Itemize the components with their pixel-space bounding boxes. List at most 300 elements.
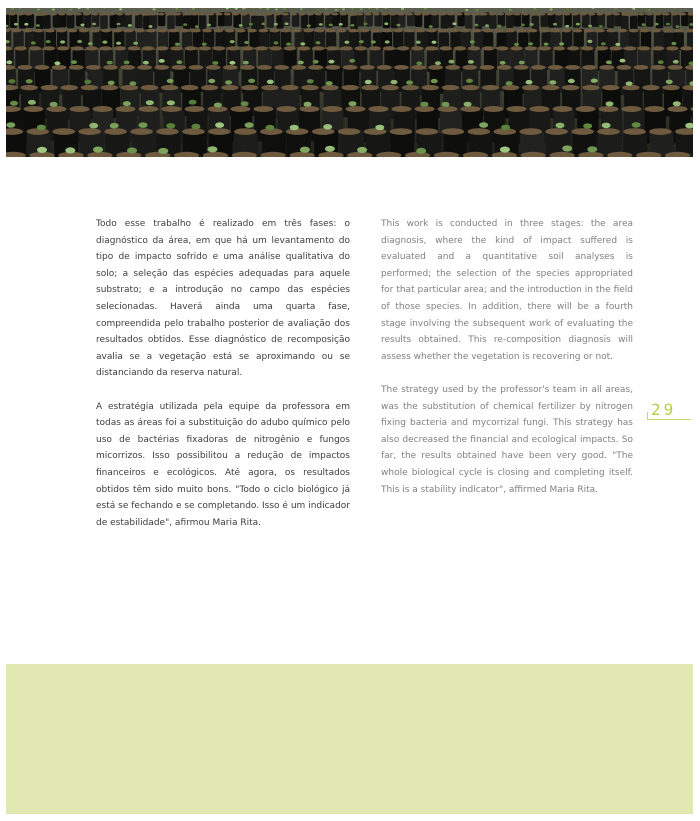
seedling-leaf <box>167 100 175 105</box>
seedling-leaf <box>176 60 182 64</box>
seedling-leaf <box>666 23 670 26</box>
soil-top <box>284 46 296 50</box>
seedling-leaf <box>351 24 355 27</box>
seedling-leaf <box>606 60 612 64</box>
seedling-leaf <box>6 60 12 64</box>
soil-top <box>599 65 614 70</box>
seedling-leaf <box>632 122 641 128</box>
soil-top <box>338 128 361 135</box>
soil-top <box>369 106 389 112</box>
seedling-leaf <box>37 125 46 131</box>
seedling-bag <box>361 30 371 48</box>
seedling-leaf <box>421 102 429 107</box>
soil-top <box>201 85 218 90</box>
soil-top <box>340 46 352 50</box>
soil-top <box>240 13 247 16</box>
soil-top <box>161 85 178 90</box>
soil-top <box>565 65 580 70</box>
soil-top <box>185 46 197 50</box>
soil-top <box>613 13 620 16</box>
seedling-leaf <box>285 22 289 25</box>
seedling-leaf <box>509 9 512 11</box>
seedling-leaf <box>615 43 620 46</box>
soil-top <box>241 85 258 90</box>
seedling-leaf <box>37 147 47 153</box>
seedling-leaf <box>117 23 121 26</box>
soil-top <box>480 65 495 70</box>
soil-top <box>548 65 563 70</box>
seedling-leaf <box>195 25 199 28</box>
soil-top <box>213 46 225 50</box>
seedling-leaf <box>673 60 679 64</box>
seedling-leaf <box>71 60 77 64</box>
soil-top <box>502 85 519 90</box>
soil-top <box>57 46 69 50</box>
soil-top <box>56 29 66 33</box>
seedling-bag <box>339 30 349 48</box>
soil-top <box>638 13 645 16</box>
seedling-leaf <box>506 81 513 85</box>
soil-top <box>571 128 594 135</box>
seedling-bag <box>6 30 11 48</box>
seedling-leaf <box>274 23 278 26</box>
soil-top <box>346 106 366 112</box>
soil-top <box>563 13 570 16</box>
soil-top <box>120 65 135 70</box>
seedling-leaf <box>158 148 168 154</box>
soil-top <box>170 46 182 50</box>
seedling-leaf <box>319 23 323 26</box>
soil-top <box>596 13 603 16</box>
seedling-leaf <box>119 8 122 10</box>
seedling-leaf <box>658 60 664 64</box>
soil-top <box>124 13 131 16</box>
soil-top <box>181 85 198 90</box>
soil-top <box>348 29 358 33</box>
soil-top <box>359 29 369 33</box>
seedling-leaf <box>342 8 345 10</box>
seedling-leaf <box>465 9 468 11</box>
soil-top <box>652 46 664 50</box>
seedling-leaf <box>139 122 148 128</box>
seedling-bag <box>506 14 514 28</box>
seedling-leaf <box>357 147 367 153</box>
soil-top <box>679 13 686 16</box>
soil-top <box>157 29 167 33</box>
soil-top <box>528 29 538 33</box>
seedling-leaf <box>248 79 255 83</box>
soil-top <box>108 13 115 16</box>
soil-top <box>605 13 612 16</box>
soil-top <box>629 29 639 33</box>
soil-top <box>668 106 688 112</box>
seedling-leaf <box>88 42 93 45</box>
seedling-leaf <box>549 80 556 84</box>
soil-top <box>397 46 409 50</box>
seedling-leaf <box>28 100 36 105</box>
soil-top <box>300 106 320 112</box>
soil-top <box>460 29 470 33</box>
seedling-leaf <box>26 79 33 83</box>
soil-top <box>562 85 579 90</box>
soil-top <box>494 29 504 33</box>
seedling-leaf <box>360 8 363 10</box>
soil-top <box>312 128 335 135</box>
seedling-leaf <box>666 80 673 84</box>
seedling-leaf <box>647 9 650 11</box>
soil-top <box>415 106 435 112</box>
soil-top <box>52 65 67 70</box>
seedling-leaf <box>365 80 372 84</box>
seedling-leaf <box>375 8 378 10</box>
seedling-leaf <box>498 25 502 28</box>
soil-top <box>236 29 246 33</box>
soil-top <box>371 29 381 33</box>
seedling-leaf <box>375 125 384 131</box>
soil-top <box>130 128 153 135</box>
soil-top <box>439 13 446 16</box>
seedling-leaf <box>65 147 75 153</box>
soil-top <box>355 46 367 50</box>
seedling-leaf <box>391 80 398 84</box>
seedling-leaf <box>8 79 15 83</box>
soil-top <box>438 106 458 112</box>
soil-top <box>398 13 405 16</box>
seedling-bag <box>427 30 437 48</box>
seedling-leaf <box>655 23 659 26</box>
soil-top <box>104 128 127 135</box>
soil-top <box>247 29 257 33</box>
soil-top <box>35 65 50 70</box>
seedling-bag <box>532 16 540 30</box>
seedling-leaf <box>54 61 60 65</box>
soil-top <box>224 13 231 16</box>
soil-top <box>394 65 409 70</box>
seedling-leaf <box>159 59 165 63</box>
soil-top <box>377 65 392 70</box>
soil-top <box>68 29 78 33</box>
seedling-leaf <box>519 61 525 65</box>
soil-top <box>75 13 82 16</box>
seedling-leaf <box>601 42 606 45</box>
soil-top <box>449 29 459 33</box>
soil-top <box>21 85 38 90</box>
soil-top <box>298 46 310 50</box>
seedling-leaf <box>385 40 390 43</box>
soil-top <box>390 128 413 135</box>
seedling-leaf <box>52 9 55 11</box>
seedling-leaf <box>14 23 18 26</box>
soil-top <box>645 106 665 112</box>
seedling-leaf <box>46 40 51 43</box>
soil-top <box>208 128 231 135</box>
seedling-leaf <box>175 43 180 46</box>
soil-top <box>307 13 314 16</box>
soil-top <box>50 13 57 16</box>
soil-top <box>539 46 551 50</box>
soil-top <box>180 29 190 33</box>
soil-top <box>369 46 381 50</box>
seedling-leaf <box>300 8 303 10</box>
seedling-leaf <box>146 100 154 105</box>
seedling-bag <box>19 15 27 29</box>
soil-top <box>496 46 508 50</box>
seedling-leaf <box>553 23 557 26</box>
seedling-leaf <box>313 60 319 64</box>
soil-top <box>255 46 267 50</box>
soil-top <box>462 85 479 90</box>
soil-top <box>618 29 628 33</box>
seedling-bag <box>656 14 664 28</box>
soil-top <box>567 46 579 50</box>
seedling-bag <box>199 15 207 29</box>
soil-top <box>146 29 156 33</box>
english-column <box>381 216 633 515</box>
soil-top <box>113 29 123 33</box>
soil-top <box>606 29 616 33</box>
soil-top <box>292 29 302 33</box>
soil-top <box>621 13 628 16</box>
en-paragraph-1: This work is conducted in three stages: the area diagnosis, where the kind of impact suffered is evaluated and a quantitative soil analyses is performed; the selection of the species appropriated for that particular area; and the introduction in the field of those species. In addition, there will be a fourth stage involving the subsequent work of evaluating the results obtained. This re-composition diagnosis will assess whether the vegetation is recovering or not. <box>381 219 633 362</box>
soil-top <box>149 13 156 16</box>
soil-top <box>623 128 646 135</box>
soil-top <box>484 106 504 112</box>
soil-top <box>663 13 670 16</box>
soil-top <box>442 128 465 135</box>
seedling-bag <box>315 30 325 48</box>
soil-top <box>411 46 423 50</box>
seedling-bag <box>36 16 44 30</box>
seedling-leaf <box>500 61 506 65</box>
soil-top <box>11 29 21 33</box>
soil-top <box>270 29 280 33</box>
seedling-leaf <box>335 9 338 11</box>
seedling-leaf <box>92 23 96 26</box>
soil-top <box>14 46 26 50</box>
seedling-bag <box>465 15 473 29</box>
seedling-leaf <box>576 23 580 26</box>
soil-top <box>602 85 619 90</box>
soil-top <box>202 29 212 33</box>
soil-top <box>514 13 521 16</box>
soil-top <box>472 13 479 16</box>
soil-top <box>25 13 32 16</box>
soil-top <box>61 85 78 90</box>
seedling-leaf <box>215 122 224 128</box>
seedling-leaf <box>50 102 58 107</box>
seedling-leaf <box>77 40 82 43</box>
soil-top <box>199 13 206 16</box>
soil-top <box>582 65 597 70</box>
seedling-leaf <box>84 80 91 84</box>
soil-top <box>158 13 165 16</box>
seedling-bag <box>304 31 314 49</box>
soil-top <box>154 65 169 70</box>
seedling-leaf <box>166 123 175 129</box>
soil-top <box>538 13 545 16</box>
soil-top <box>323 106 343 112</box>
soil-top <box>616 65 631 70</box>
soil-top <box>103 65 118 70</box>
seedling-leaf <box>123 101 131 106</box>
soil-top <box>274 65 289 70</box>
seedling-leaf <box>307 79 314 83</box>
seedling-bag <box>102 31 112 49</box>
seedling-leaf <box>129 81 136 85</box>
soil-top <box>662 29 672 33</box>
soil-top <box>29 46 41 50</box>
soil-top <box>135 29 145 33</box>
seedling-leaf <box>466 79 473 83</box>
soil-top <box>169 29 179 33</box>
seedling-leaf <box>566 8 569 10</box>
seedling-leaf <box>406 80 413 84</box>
seedling-leaf <box>464 102 472 107</box>
soil-top <box>584 29 594 33</box>
soil-top <box>100 13 107 16</box>
seedling-bag <box>475 15 483 29</box>
soil-top <box>572 13 579 16</box>
soil-top <box>530 13 537 16</box>
seedling-leaf <box>36 24 40 27</box>
seedling-leaf <box>249 23 253 26</box>
seedling-leaf <box>317 9 320 11</box>
soil-top <box>480 13 487 16</box>
seedling-leaf <box>676 25 680 28</box>
seedling-leaf <box>432 41 437 44</box>
seedling-bag <box>10 14 18 28</box>
soil-top <box>27 128 50 135</box>
seedling-leaf <box>349 59 355 63</box>
soil-top <box>468 128 491 135</box>
seedling-leaf <box>143 61 149 65</box>
soil-top <box>261 85 278 90</box>
seedling-bag <box>67 14 75 28</box>
seedling-leaf <box>349 101 357 106</box>
soil-top <box>199 46 211 50</box>
soil-top <box>348 13 355 16</box>
soil-top <box>207 13 214 16</box>
seedling-leaf <box>207 24 211 27</box>
seedlings-photo-icon <box>6 8 693 157</box>
soil-top <box>381 13 388 16</box>
soil-top <box>81 85 98 90</box>
soil-top <box>66 13 73 16</box>
seedling-bag <box>93 30 103 48</box>
seedling-leaf <box>149 25 153 28</box>
seedling-leaf <box>214 103 222 108</box>
soil-top <box>624 46 636 50</box>
soil-top <box>182 128 205 135</box>
soil-top <box>595 29 605 33</box>
seedling-bag <box>441 15 449 29</box>
seedling-leaf <box>556 123 565 129</box>
seedling-leaf <box>501 125 510 131</box>
seedling-leaf <box>267 80 274 84</box>
soil-top <box>440 46 452 50</box>
seedling-leaf <box>500 147 510 153</box>
soil-top <box>389 13 396 16</box>
seedling-bag <box>135 14 143 28</box>
soil-top <box>393 29 403 33</box>
soil-top <box>47 106 67 112</box>
seedling-leaf <box>183 23 187 26</box>
soil-top <box>71 46 83 50</box>
soil-top <box>41 85 58 90</box>
soil-top <box>277 106 297 112</box>
soil-top <box>156 46 168 50</box>
seedling-leaf <box>339 23 343 26</box>
soil-top <box>291 65 306 70</box>
soil-top <box>356 13 363 16</box>
soil-top <box>86 65 101 70</box>
soil-top <box>545 128 568 135</box>
soil-top <box>315 13 322 16</box>
soil-top <box>622 85 639 90</box>
seedling-leaf <box>60 40 65 43</box>
seedling-leaf <box>326 81 333 85</box>
soil-top <box>326 46 338 50</box>
soil-top <box>214 29 224 33</box>
seedling-leaf <box>189 100 197 105</box>
soil-top <box>454 46 466 50</box>
seedling-leaf <box>452 22 456 25</box>
soil-top <box>42 13 49 16</box>
seedling-bag <box>393 30 403 48</box>
seedling-leaf <box>514 43 519 46</box>
soil-top <box>321 85 338 90</box>
seedling-leaf <box>328 60 334 64</box>
soil-top <box>326 29 336 33</box>
seedling-leaf <box>479 122 488 128</box>
soil-top <box>383 46 395 50</box>
soil-top <box>133 13 140 16</box>
soil-top <box>206 65 221 70</box>
seedling-leaf <box>626 81 633 85</box>
soil-top <box>315 29 325 33</box>
seedling-leaf <box>606 101 614 106</box>
seedling-leaf <box>565 25 569 28</box>
seedling-leaf <box>620 59 626 63</box>
soil-top <box>290 13 297 16</box>
soil-top <box>610 46 622 50</box>
soil-top <box>90 29 100 33</box>
seedling-leaf <box>241 101 249 106</box>
soil-top <box>340 13 347 16</box>
soil-top <box>431 13 438 16</box>
seedling-leaf <box>10 101 18 106</box>
seedling-leaf <box>673 101 681 106</box>
soil-top <box>402 85 419 90</box>
seedling-bag <box>100 15 108 29</box>
soil-top <box>227 46 239 50</box>
soil-top <box>257 13 264 16</box>
soil-top <box>221 85 238 90</box>
soil-top <box>23 29 33 33</box>
seedling-bag <box>630 16 638 30</box>
soil-top <box>416 128 439 135</box>
soil-top <box>312 46 324 50</box>
soil-top <box>303 29 313 33</box>
soil-top <box>128 46 140 50</box>
seedling-leaf <box>116 42 121 45</box>
soil-top <box>447 13 454 16</box>
soil-top <box>43 46 55 50</box>
soil-top <box>573 29 583 33</box>
soil-top <box>547 13 554 16</box>
soil-top <box>85 46 97 50</box>
soil-top <box>331 13 338 16</box>
